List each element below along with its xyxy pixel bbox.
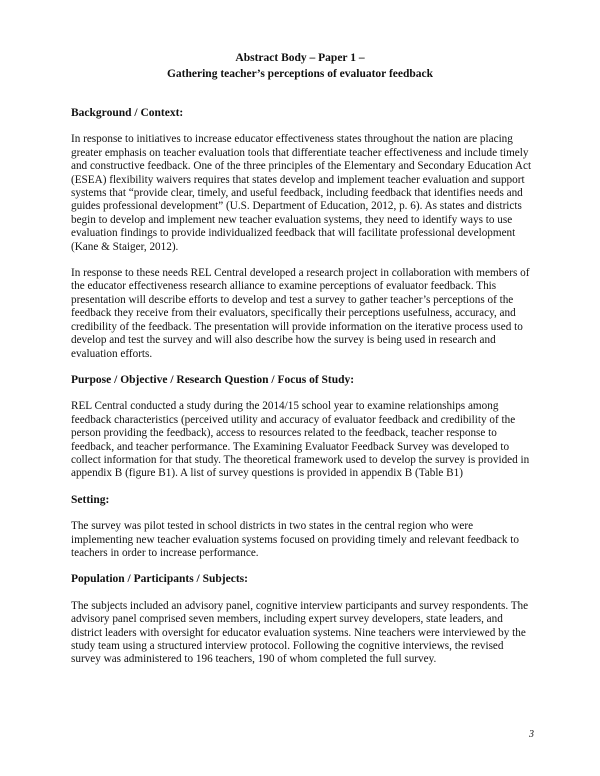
section-heading-background: Background / Context:: [71, 107, 184, 119]
background-paragraph-1: In response to initiatives to increase educator effectiveness states throughout the nation are placing greater emphasis on teacher evaluation tools that differentiate teacher effectiveness and include timely and constructive feedback. One of the three principles of the Elementary and Secondary Education Act (ESEA) flexibility waivers requires that states develop and implement teacher evaluation and support systems that “provide clear, timely, and useful feedback, including feedback that identifies needs and guides professional development” (U.S. Department of Education, 2012, p. 6). As states and districts begin to develop and implement new teacher evaluation systems, they need to identify ways to use evaluation findings to provide individualized feedback that will facilitate professional development (Kane & Staiger, 2012).: [71, 133, 532, 253]
document-body: [71, 107, 532, 680]
page-number: 3: [529, 729, 534, 740]
title-line-2: Gathering teacher’s perceptions of evaluator feedback: [166, 68, 434, 80]
purpose-paragraph: REL Central conducted a study during the 2014/15 school year to examine relationships among feedback characteristics (perceived utility and accuracy of evaluator feedback and credibility of the person providing the feedback), access to resources related to the feedback, teacher response to feedback, and teacher performance. The Examining Evaluator Feedback Survey was developed to collect information for that study. The theoretical framework used to develop the survey is provided in appendix B (figure B1). A list of survey questions is provided in appendix B (Table B1): [71, 400, 530, 480]
section-heading-population: Population / Participants / Subjects:: [71, 573, 248, 586]
title-block: [0, 50, 600, 82]
section-heading-purpose: Purpose / Objective / Research Question / Focus of Study:: [71, 373, 355, 386]
title-line-1: Abstract Body – Paper 1 –: [235, 52, 365, 64]
population-paragraph: The subjects included an advisory panel, cognitive interview participants and survey respondents. The advisory panel comprised seven members, including expert survey developers, state leaders, and district leaders with oversight for educator evaluation systems. Nine teachers were interviewed by the study team using a structured interview protocol. Following the cognitive interviews, the revised survey was administered to 196 teachers, 190 of whom completed the full survey.: [71, 599, 529, 666]
setting-paragraph: The survey was pilot tested in school districts in two states in the central region who were implementing new teacher evaluation systems focused on providing timely and relevant feedback to teachers in order to increase performance.: [71, 520, 519, 559]
background-paragraph-2: In response to these needs REL Central developed a research project in collaboration with members of the educator effectiveness research alliance to examine perceptions of evaluator feedback. This presentation will describe efforts to develop and test a survey to gather teacher’s perceptions of the feedback they receive from their evaluators, specifically their perceptions usefulness, accuracy, and credibility of the feedback. The presentation will provide information on the iterative process used to develop and test the survey and will also describe how the survey is being used in research and evaluation efforts.: [71, 267, 530, 360]
section-heading-setting: Setting:: [71, 493, 110, 506]
